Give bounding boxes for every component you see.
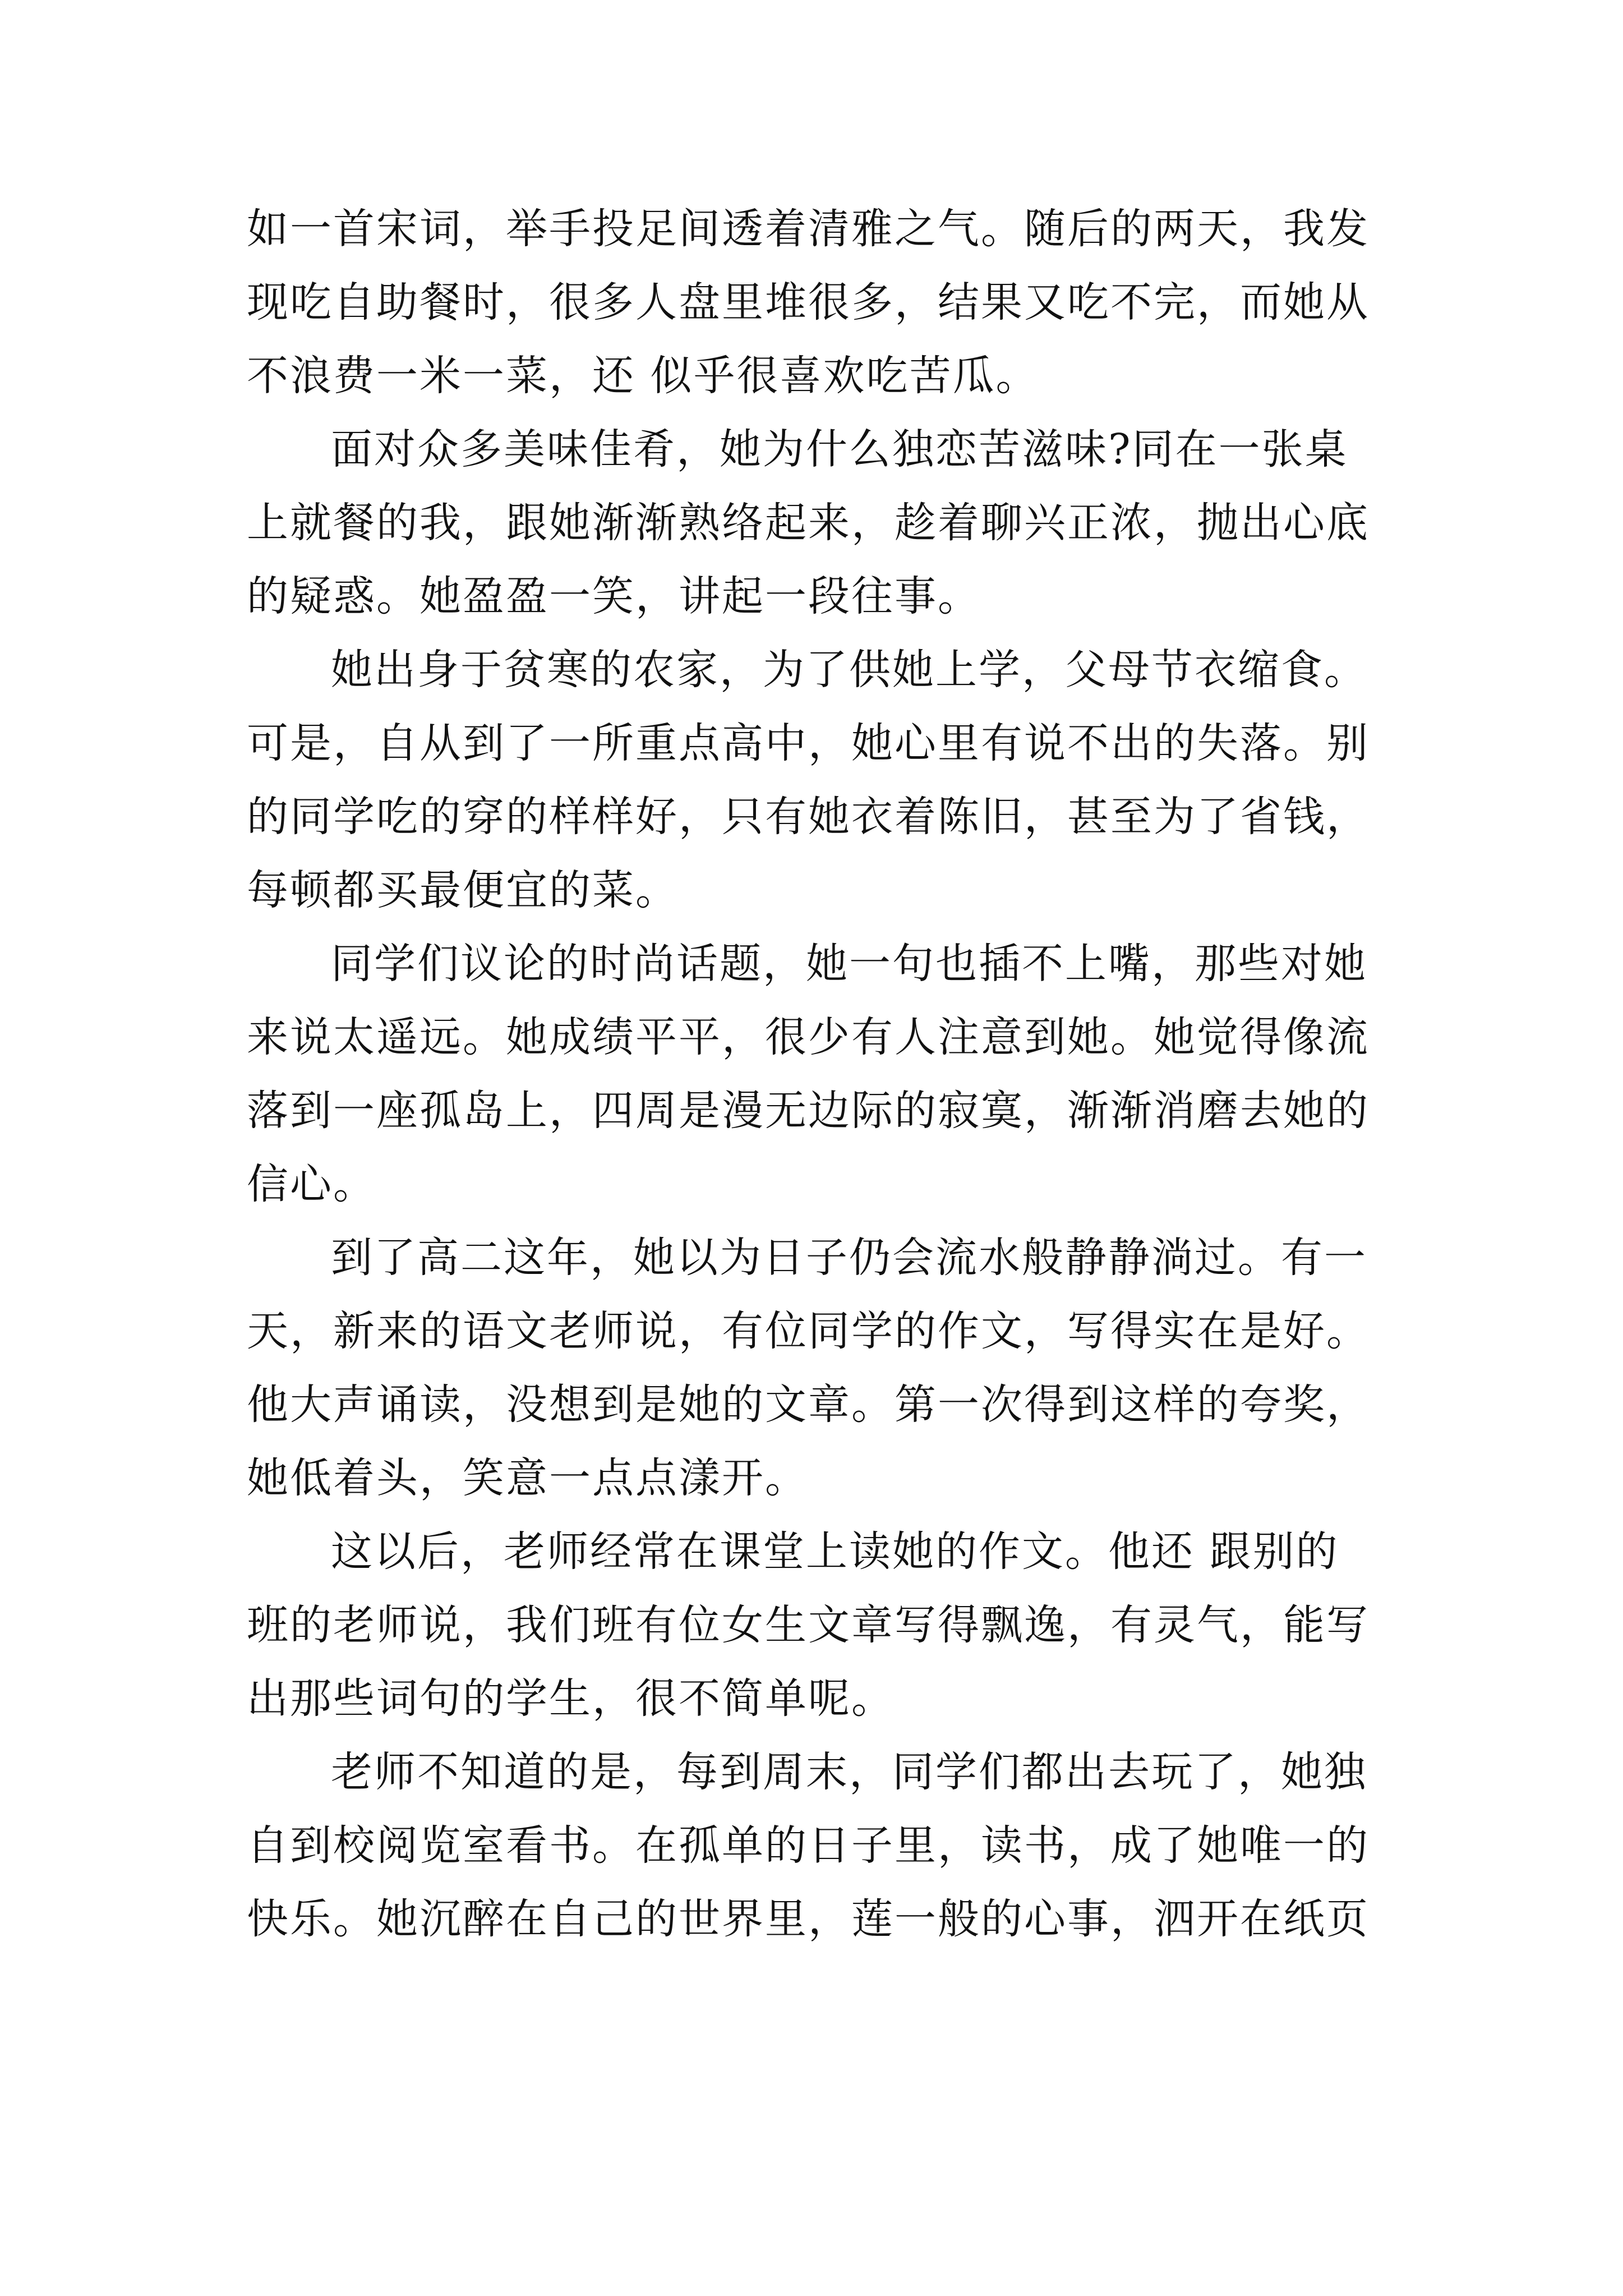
text-line: 每顿都买最便宜的菜。 (247, 866, 679, 914)
text-line: 自到校阅览室看书。在孤单的日子里，读书，成了她唯一的 (247, 1821, 1370, 1870)
text-line: 现吃自助餐时，很多人盘里堆很多，结果又吃不完，而她从 (247, 278, 1370, 326)
paragraph-first-line: 她出身于贫寒的农家，为了供她上学，父母节衣缩食。 (331, 646, 1367, 694)
text-line: 她低着头，笑意一点点漾开。 (247, 1454, 808, 1502)
text-line: 天，新来的语文老师说，有位同学的作文，写得实在是好。 (247, 1307, 1370, 1355)
text-line: 快乐。她沉醉在自己的世界里，莲一般的心事，泗开在纸页 (247, 1895, 1370, 1943)
text-line: 的同学吃的穿的样样好，只有她衣着陈旧，甚至为了省钱， (247, 793, 1370, 841)
text-line: 信心。 (247, 1160, 376, 1208)
text-line: 落到一座孤岛上，四周是漫无边际的寂寞，渐渐消磨去她的 (247, 1087, 1370, 1135)
text-line: 可是，自从到了一所重点高中，她心里有说不出的失落。别 (247, 719, 1370, 767)
paragraph-first-line: 面对众多美味佳肴，她为什么独恋苦滋味?同在一张桌 (331, 425, 1348, 473)
text-line: 上就餐的我，跟她渐渐熟络起来，趁着聊兴正浓，抛出心底 (247, 499, 1370, 547)
text-line: 如一首宋词，举手投足间透着清雅之气。随后的两天，我发 (247, 205, 1370, 253)
paragraph-first-line: 同学们议论的时尚话题，她一句也插不上嘴，那些对她 (331, 940, 1367, 988)
paragraph-first-line: 这以后，老师经常在课堂上读她的作文。他还 跟别的 (331, 1527, 1339, 1576)
text-line: 的疑惑。她盈盈一笑，讲起一段往事。 (247, 572, 981, 620)
text-line: 来说太遥远。她成绩平平，很少有人注意到她。她觉得像流 (247, 1013, 1370, 1061)
text-line: 不浪费一米一菜，还 似乎很喜欢吃苦瓜。 (247, 352, 1039, 400)
text-line: 班的老师说，我们班有位女生文章写得飘逸，有灵气，能写 (247, 1601, 1370, 1649)
paragraph-first-line: 老师不知道的是，每到周末，同学们都出去玩了，她独 (331, 1748, 1367, 1796)
text-line: 他大声诵读，没想到是她的文章。第一次得到这样的夸奖， (247, 1381, 1370, 1429)
text-line: 出那些词句的学生，很不简单呢。 (247, 1674, 895, 1723)
paragraph-first-line: 到了高二这年，她以为日子仍会流水般静静淌过。有一 (331, 1234, 1367, 1282)
